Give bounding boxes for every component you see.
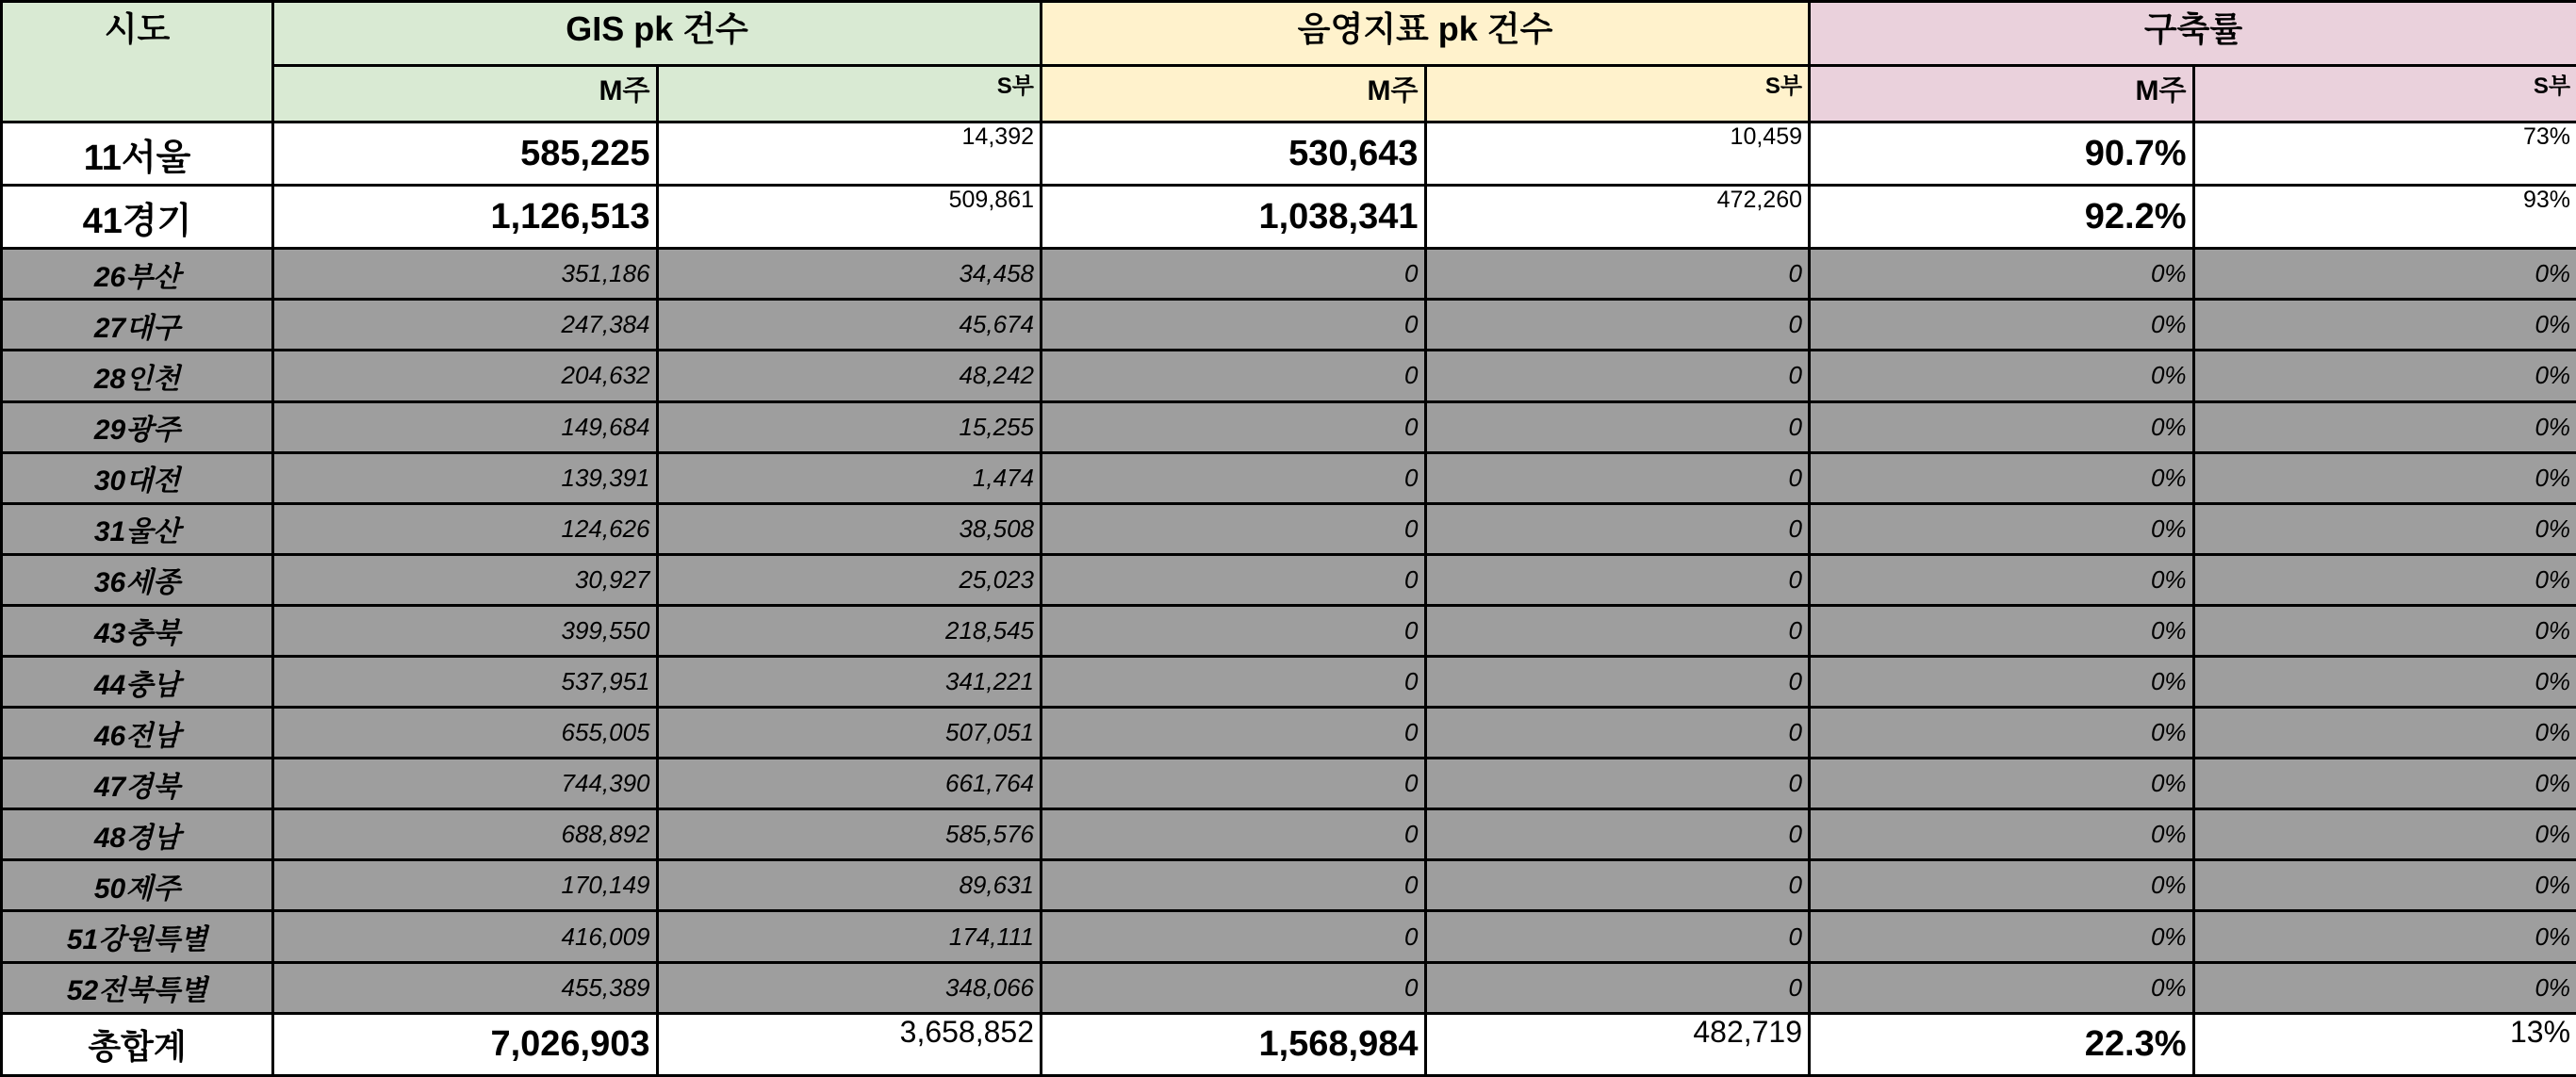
- voice-m-cell[interactable]: 0: [1042, 860, 1426, 911]
- rate-s-cell[interactable]: 73%: [2193, 122, 2576, 186]
- sido-cell[interactable]: 36세종: [2, 554, 273, 605]
- voice-s-cell[interactable]: 0: [1425, 351, 1810, 401]
- voice-m-cell[interactable]: 0: [1042, 503, 1426, 554]
- rate-m-cell[interactable]: 92.2%: [1810, 186, 2194, 249]
- rate-m-cell[interactable]: 0%: [1810, 300, 2194, 351]
- rate-s-cell[interactable]: 93%: [2193, 186, 2576, 249]
- voice-s-cell[interactable]: 0: [1425, 759, 1810, 809]
- rate-m-cell[interactable]: 0%: [1810, 554, 2194, 605]
- gis-m-cell[interactable]: 149,684: [273, 401, 658, 452]
- total-gis-m-cell[interactable]: 7,026,903: [273, 1013, 658, 1075]
- voice-s-subheader[interactable]: S부: [1425, 66, 1810, 122]
- table-row: [2, 554, 2576, 605]
- sido-cell[interactable]: 51강원특별: [2, 911, 273, 962]
- total-gis-s-cell[interactable]: 3,658,852: [657, 1013, 1042, 1075]
- voice-m-cell[interactable]: 0: [1042, 300, 1426, 351]
- sido-cell[interactable]: 29광주: [2, 401, 273, 452]
- subheader-row: [2, 66, 2576, 122]
- gis-pk-count-header[interactable]: GIS pk 건수: [273, 2, 1042, 66]
- sido-cell[interactable]: 46전남: [2, 708, 273, 759]
- table-row: [2, 809, 2576, 860]
- gis-m-cell[interactable]: 537,951: [273, 657, 658, 708]
- gis-m-cell[interactable]: 1,126,513: [273, 186, 658, 249]
- sido-cell[interactable]: 26부산: [2, 249, 273, 300]
- rate-s-cell[interactable]: 0%: [2193, 401, 2576, 452]
- gis-s-cell[interactable]: 348,066: [657, 962, 1042, 1013]
- gis-s-cell[interactable]: 34,458: [657, 249, 1042, 300]
- gis-s-cell[interactable]: 509,861: [657, 186, 1042, 249]
- voice-indicator-pk-count-header[interactable]: 음영지표 pk 건수: [1042, 2, 1810, 66]
- voice-m-cell[interactable]: 0: [1042, 554, 1426, 605]
- voice-m-cell[interactable]: 0: [1042, 708, 1426, 759]
- voice-m-cell[interactable]: 0: [1042, 351, 1426, 401]
- voice-s-cell[interactable]: 0: [1425, 249, 1810, 300]
- gis-m-cell[interactable]: 247,384: [273, 300, 658, 351]
- table-row: [2, 249, 2576, 300]
- table-row: [2, 186, 2576, 249]
- rate-s-cell[interactable]: 0%: [2193, 300, 2576, 351]
- rate-m-cell[interactable]: 0%: [1810, 860, 2194, 911]
- table-row: [2, 860, 2576, 911]
- voice-s-cell[interactable]: 0: [1425, 911, 1810, 962]
- table-row: [2, 122, 2576, 186]
- voice-s-cell[interactable]: 0: [1425, 605, 1810, 656]
- gis-m-cell[interactable]: 688,892: [273, 809, 658, 860]
- rate-m-cell[interactable]: 0%: [1810, 452, 2194, 503]
- table-row: [2, 911, 2576, 962]
- voice-s-cell[interactable]: 0: [1425, 657, 1810, 708]
- gis-s-cell[interactable]: 174,111: [657, 911, 1042, 962]
- voice-m-cell[interactable]: 0: [1042, 962, 1426, 1013]
- gis-m-cell[interactable]: 744,390: [273, 759, 658, 809]
- voice-s-cell[interactable]: 0: [1425, 809, 1810, 860]
- voice-s-cell[interactable]: 0: [1425, 708, 1810, 759]
- voice-s-cell[interactable]: 10,459: [1425, 122, 1810, 186]
- rate-m-cell[interactable]: 0%: [1810, 605, 2194, 656]
- table-row: [2, 605, 2576, 656]
- header-row: [2, 2, 2576, 66]
- gis-s-cell[interactable]: 15,255: [657, 401, 1042, 452]
- rate-s-cell[interactable]: 0%: [2193, 657, 2576, 708]
- voice-m-cell[interactable]: 1,038,341: [1042, 186, 1426, 249]
- table-row: [2, 708, 2576, 759]
- rate-m-cell[interactable]: 0%: [1810, 759, 2194, 809]
- build-rate-header[interactable]: 구축률: [1810, 2, 2576, 66]
- table-row: [2, 452, 2576, 503]
- rate-m-cell[interactable]: 0%: [1810, 708, 2194, 759]
- voice-s-cell[interactable]: 472,260: [1425, 186, 1810, 249]
- rate-s-cell[interactable]: 0%: [2193, 809, 2576, 860]
- table-row: [2, 503, 2576, 554]
- sido-cell[interactable]: 30대전: [2, 452, 273, 503]
- table-row: [2, 962, 2576, 1013]
- total-label-cell[interactable]: 총합계: [2, 1013, 273, 1075]
- rate-m-cell[interactable]: 0%: [1810, 351, 2194, 401]
- sido-cell[interactable]: 44충남: [2, 657, 273, 708]
- rate-s-cell[interactable]: 0%: [2193, 962, 2576, 1013]
- rate-m-cell[interactable]: 0%: [1810, 401, 2194, 452]
- gis-s-cell[interactable]: 45,674: [657, 300, 1042, 351]
- gis-s-cell[interactable]: 89,631: [657, 860, 1042, 911]
- rate-m-cell[interactable]: 0%: [1810, 249, 2194, 300]
- gis-s-cell[interactable]: 341,221: [657, 657, 1042, 708]
- table-row: [2, 351, 2576, 401]
- voice-m-cell[interactable]: 0: [1042, 605, 1426, 656]
- gis-m-cell[interactable]: 455,389: [273, 962, 658, 1013]
- gis-s-cell[interactable]: 585,576: [657, 809, 1042, 860]
- rate-m-cell[interactable]: 90.7%: [1810, 122, 2194, 186]
- sido-cell[interactable]: 52전북특별: [2, 962, 273, 1013]
- voice-m-cell[interactable]: 0: [1042, 249, 1426, 300]
- gis-m-cell[interactable]: 204,632: [273, 351, 658, 401]
- gis-m-cell[interactable]: 399,550: [273, 605, 658, 656]
- sido-cell[interactable]: 41경기: [2, 186, 273, 249]
- voice-s-cell[interactable]: 0: [1425, 860, 1810, 911]
- rate-s-cell[interactable]: 0%: [2193, 249, 2576, 300]
- gis-m-cell[interactable]: 139,391: [273, 452, 658, 503]
- voice-s-cell[interactable]: 0: [1425, 401, 1810, 452]
- gis-s-cell[interactable]: 25,023: [657, 554, 1042, 605]
- total-voice-m-cell[interactable]: 1,568,984: [1042, 1013, 1426, 1075]
- gis-m-cell[interactable]: 124,626: [273, 503, 658, 554]
- table-row: [2, 657, 2576, 708]
- rate-m-subheader[interactable]: M주: [1810, 66, 2194, 122]
- voice-s-cell[interactable]: 0: [1425, 554, 1810, 605]
- voice-s-cell[interactable]: 0: [1425, 962, 1810, 1013]
- gis-s-cell[interactable]: 218,545: [657, 605, 1042, 656]
- gis-s-cell[interactable]: 1,474: [657, 452, 1042, 503]
- voice-s-cell[interactable]: 0: [1425, 300, 1810, 351]
- gis-s-cell[interactable]: 14,392: [657, 122, 1042, 186]
- sido-cell[interactable]: 11서울: [2, 122, 273, 186]
- rate-s-cell[interactable]: 0%: [2193, 911, 2576, 962]
- sido-cell[interactable]: 27대구: [2, 300, 273, 351]
- rate-s-cell[interactable]: 0%: [2193, 503, 2576, 554]
- voice-m-cell[interactable]: 530,643: [1042, 122, 1426, 186]
- sido-cell[interactable]: 47경북: [2, 759, 273, 809]
- gis-m-cell[interactable]: 585,225: [273, 122, 658, 186]
- voice-s-cell[interactable]: 0: [1425, 503, 1810, 554]
- sido-cell[interactable]: 50제주: [2, 860, 273, 911]
- voice-m-cell[interactable]: 0: [1042, 759, 1426, 809]
- voice-m-cell[interactable]: 0: [1042, 401, 1426, 452]
- voice-m-cell[interactable]: 0: [1042, 452, 1426, 503]
- table-row: [2, 759, 2576, 809]
- sido-header[interactable]: 시도: [2, 2, 273, 122]
- rate-m-cell[interactable]: 0%: [1810, 809, 2194, 860]
- voice-m-cell[interactable]: 0: [1042, 809, 1426, 860]
- gis-m-cell[interactable]: 170,149: [273, 860, 658, 911]
- total-rate-m-cell[interactable]: 22.3%: [1810, 1013, 2194, 1075]
- sido-cell[interactable]: 43충북: [2, 605, 273, 656]
- rate-s-cell[interactable]: 0%: [2193, 759, 2576, 809]
- sido-cell[interactable]: 31울산: [2, 503, 273, 554]
- rate-s-cell[interactable]: 0%: [2193, 351, 2576, 401]
- rate-s-cell[interactable]: 0%: [2193, 860, 2576, 911]
- voice-s-cell[interactable]: 0: [1425, 452, 1810, 503]
- rate-s-subheader[interactable]: S부: [2193, 66, 2576, 122]
- gis-s-cell[interactable]: 48,242: [657, 351, 1042, 401]
- total-row: [2, 1013, 2576, 1075]
- gis-m-cell[interactable]: 30,927: [273, 554, 658, 605]
- rate-s-cell[interactable]: 0%: [2193, 708, 2576, 759]
- table-row: [2, 300, 2576, 351]
- rate-s-cell[interactable]: 0%: [2193, 452, 2576, 503]
- table-row: [2, 401, 2576, 452]
- rate-m-cell[interactable]: 0%: [1810, 657, 2194, 708]
- sido-cell[interactable]: 28인천: [2, 351, 273, 401]
- voice-m-cell[interactable]: 0: [1042, 911, 1426, 962]
- gis-s-cell[interactable]: 661,764: [657, 759, 1042, 809]
- rate-m-cell[interactable]: 0%: [1810, 911, 2194, 962]
- rate-s-cell[interactable]: 0%: [2193, 605, 2576, 656]
- gis-m-cell[interactable]: 655,005: [273, 708, 658, 759]
- gis-s-cell[interactable]: 507,051: [657, 708, 1042, 759]
- gis-m-subheader[interactable]: M주: [273, 66, 658, 122]
- gis-s-subheader[interactable]: S부: [657, 66, 1042, 122]
- gis-s-cell[interactable]: 38,508: [657, 503, 1042, 554]
- total-voice-s-cell[interactable]: 482,719: [1425, 1013, 1810, 1075]
- voice-m-subheader[interactable]: M주: [1042, 66, 1426, 122]
- sido-cell[interactable]: 48경남: [2, 809, 273, 860]
- rate-s-cell[interactable]: 0%: [2193, 554, 2576, 605]
- rate-m-cell[interactable]: 0%: [1810, 503, 2194, 554]
- rate-m-cell[interactable]: 0%: [1810, 962, 2194, 1013]
- voice-m-cell[interactable]: 0: [1042, 657, 1426, 708]
- gis-m-cell[interactable]: 351,186: [273, 249, 658, 300]
- total-rate-s-cell[interactable]: 13%: [2193, 1013, 2576, 1075]
- gis-m-cell[interactable]: 416,009: [273, 911, 658, 962]
